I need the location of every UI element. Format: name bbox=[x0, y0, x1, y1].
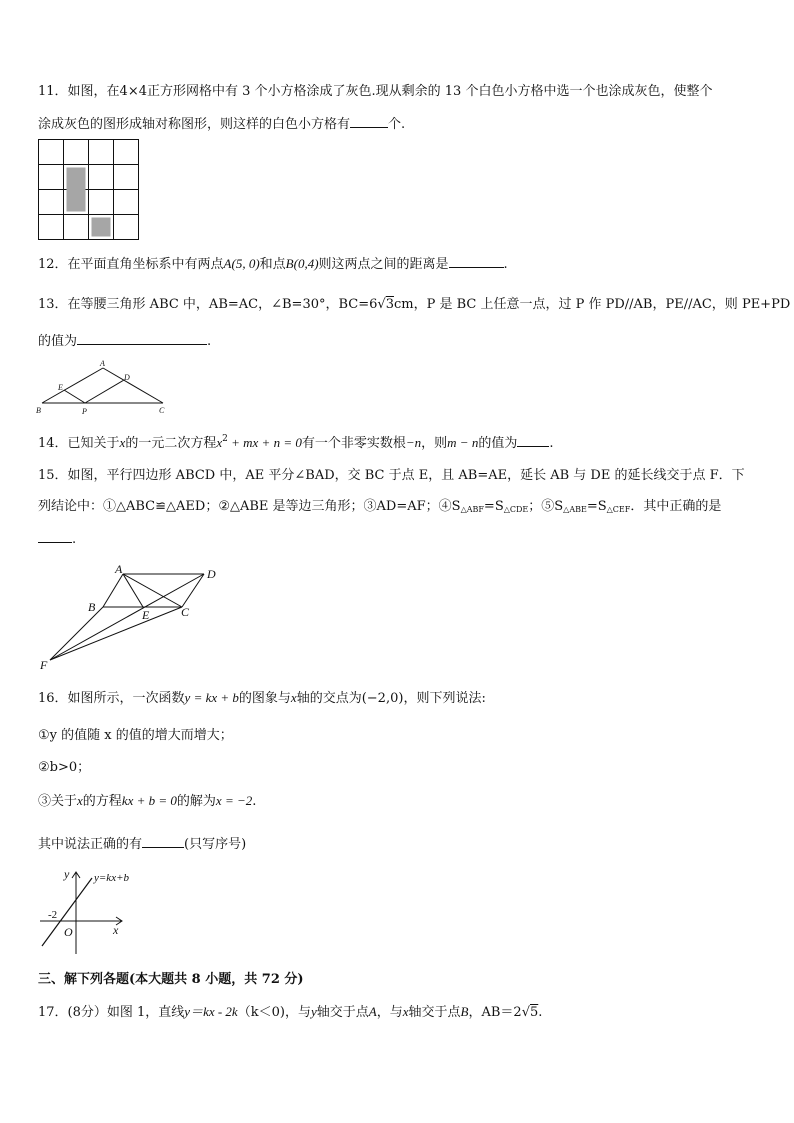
q16-s3-x: x bbox=[77, 793, 83, 808]
q16-graph-figure bbox=[36, 866, 186, 958]
q15-line2 bbox=[38, 498, 721, 519]
q16-text-c: 轴的交点为 bbox=[296, 691, 362, 706]
grid-cell bbox=[114, 190, 139, 215]
grid-cell bbox=[114, 165, 139, 190]
q17-text-c: 轴交于点 bbox=[316, 1005, 369, 1020]
q13-answer-blank bbox=[77, 332, 207, 345]
q15-text-2: 列结论中：①△ABC≌△AED；②△ABE 是等边三角形；③AD=AF；④S bbox=[38, 499, 461, 514]
q16-statement-3 bbox=[38, 792, 256, 811]
q14-var-x: x bbox=[119, 435, 126, 450]
q17-var-y: y bbox=[310, 1004, 317, 1019]
q13-text-1b: cm，P 是 BC 上任意一点，过 P 作 PD//AB，PE//AC，则 PE+PD bbox=[393, 297, 791, 312]
q17-text-e: 轴交于点 bbox=[408, 1005, 461, 1020]
q16-function-label: y=kx+b bbox=[94, 872, 129, 884]
q16-answer-line bbox=[38, 835, 246, 854]
q15-segment-cf bbox=[50, 607, 182, 660]
q15-segment-ab bbox=[103, 574, 123, 607]
q12-text-a: 12．在平面直角坐标系中有两点 bbox=[38, 257, 224, 272]
q16-s3-c: 的解为 bbox=[176, 794, 216, 809]
q16-label-origin: O bbox=[64, 925, 73, 939]
q17-text-b: （k＜0)，与 bbox=[237, 1005, 311, 1020]
q16-var-x: x bbox=[290, 690, 297, 705]
q12-text-b: 和点 bbox=[259, 257, 286, 272]
q13-text-2: 的值为 bbox=[38, 334, 78, 349]
q13-segment-pe bbox=[64, 390, 85, 403]
q17-sqrt-value: 5 bbox=[529, 1005, 539, 1020]
q15-segment-dc bbox=[182, 574, 204, 607]
grid-cell bbox=[39, 190, 64, 215]
q15-sub-1: △ABF bbox=[460, 505, 484, 514]
q17-var-x: x bbox=[402, 1004, 409, 1019]
q16-s3-sol: x = −2 bbox=[215, 793, 253, 808]
q15-segment-ae bbox=[123, 574, 143, 607]
q15-sub-4: △CEF bbox=[606, 505, 631, 514]
q12-text-c: 则这两点之间的距离是 bbox=[318, 257, 449, 272]
q16-text-a: 16．如图所示，一次函数 bbox=[38, 691, 185, 706]
q16-label-x: x bbox=[113, 923, 119, 937]
q15-sub-2: △CDE bbox=[503, 505, 529, 514]
q17-text-a: 17．(8分）如图 1，直线 bbox=[38, 1005, 185, 1020]
q16-statement-1: ①y 的值随 x 的值的增大而增大； bbox=[38, 728, 233, 743]
grid-cell-gray bbox=[92, 218, 111, 237]
q16-ans-a: 其中说法正确的有 bbox=[38, 837, 143, 852]
q14-text-c: 有一个非零实数根 bbox=[301, 436, 406, 451]
q15-answer-blank bbox=[38, 530, 72, 543]
q15-eq-2: =S bbox=[586, 499, 607, 514]
q15-text-3: . bbox=[72, 532, 77, 547]
q14-answer-blank bbox=[517, 434, 549, 447]
grid-cell-gray-merged bbox=[67, 168, 86, 212]
grid-cell bbox=[64, 140, 89, 165]
q17-line-eq: y＝kx - 2k bbox=[184, 1004, 238, 1019]
q15-sub-3: △ABE bbox=[563, 505, 587, 514]
q11-answer-blank bbox=[350, 115, 388, 128]
grid-cell bbox=[64, 215, 89, 240]
q11-grid-figure bbox=[38, 139, 139, 240]
q13-triangle-figure bbox=[34, 358, 174, 418]
q15-label-d: D bbox=[207, 567, 216, 581]
q15-line3 bbox=[38, 530, 76, 549]
grid-cell bbox=[39, 215, 64, 240]
q13-line2 bbox=[38, 332, 211, 351]
q16-s3-eq: kx + b = 0 bbox=[121, 793, 177, 808]
q13-sqrt-value: 3 bbox=[385, 297, 394, 312]
grid-cell bbox=[89, 140, 114, 165]
q17-line bbox=[38, 1003, 542, 1022]
q17-text-g: . bbox=[538, 1005, 543, 1020]
grid-cells bbox=[39, 140, 139, 240]
q13-text-2-end: . bbox=[207, 334, 212, 349]
section-3-title: 三、解下列各题(本大题共 8 小题，共 72 分) bbox=[38, 972, 304, 987]
q16-label-neg2: -2 bbox=[48, 909, 58, 921]
q14-root: −n bbox=[405, 435, 422, 450]
q16-ans-b: (只写序号) bbox=[184, 837, 247, 852]
q14-text-b: 的一元二次方程 bbox=[125, 436, 217, 451]
q13-sqrt-symbol: √ bbox=[377, 297, 386, 312]
grid-cell bbox=[114, 215, 139, 240]
q11-line1: 11．如图，在4×4正方形网格中有 3 个小方格涂成了灰色.现从剩余的 13 个白色小方格中选一个也涂成灰色，使整个 bbox=[38, 84, 713, 99]
q15-end: ．其中正确的是 bbox=[630, 499, 722, 514]
q16-answer-blank bbox=[142, 835, 184, 848]
q12-line bbox=[38, 255, 508, 274]
q11-line2 bbox=[38, 115, 405, 134]
q13-label-p: P bbox=[82, 407, 87, 416]
q11-line2-text: 涂成灰色的图形成轴对称图形，则这样的白色小方格有 bbox=[38, 117, 351, 132]
q13-label-d: D bbox=[124, 373, 130, 382]
q15-segment-ac bbox=[123, 574, 182, 607]
q15-segment-bf bbox=[50, 607, 103, 660]
q17-text-f: ，AB＝2 bbox=[468, 1005, 522, 1020]
q17-sqrt-symbol: √ bbox=[521, 1005, 530, 1020]
q13-label-b: B bbox=[36, 406, 41, 415]
q13-line1 bbox=[38, 296, 790, 314]
q16-statement-2: ②b>0； bbox=[38, 760, 91, 775]
q13-label-c: C bbox=[159, 406, 165, 415]
q16-line1 bbox=[38, 689, 486, 708]
q15-label-b: B bbox=[88, 600, 96, 614]
q12-answer-blank bbox=[449, 255, 504, 268]
q15-mid: ；⑤S bbox=[528, 499, 564, 514]
q12-text-d: . bbox=[503, 257, 508, 272]
q14-text-e: 的值为 bbox=[478, 436, 518, 451]
q15-label-c: C bbox=[181, 605, 190, 619]
q17-point-a: A bbox=[368, 1004, 377, 1019]
q12-point-a: A(5, 0) bbox=[223, 256, 260, 271]
q13-label-a: A bbox=[100, 359, 105, 368]
q16-point: (−2,0) bbox=[361, 691, 404, 706]
q16-s3-d: . bbox=[252, 794, 257, 809]
grid-cell bbox=[89, 165, 114, 190]
q13-text-1: 13．在等腰三角形 ABC 中，AB=AC，∠B=30°，BC=6 bbox=[38, 297, 378, 312]
q16-text-d: ，则下列说法: bbox=[403, 691, 486, 706]
q15-label-e: E bbox=[142, 608, 150, 622]
q16-label-y: y bbox=[64, 867, 70, 881]
q13-segment-pd bbox=[85, 380, 124, 403]
q15-line1: 15．如图，平行四边形 ABCD 中，AE 平分∠BAD，交 BC 于点 E，且 AB=AE，延长 AB 与 DE 的延长线交于点 F．下 bbox=[38, 468, 745, 483]
q17-point-b: B bbox=[460, 1004, 469, 1019]
q16-s3-b: 的方程 bbox=[82, 794, 122, 809]
q12-point-b: B(0,4) bbox=[285, 256, 319, 271]
q11-line2-end: 个. bbox=[388, 117, 406, 132]
grid-cell bbox=[114, 140, 139, 165]
q14-expr: m − n bbox=[447, 435, 479, 450]
q14-text-a: 14．已知关于 bbox=[38, 436, 120, 451]
q13-label-e: E bbox=[58, 383, 63, 392]
q14-eq-sup: 2 bbox=[222, 434, 228, 444]
q15-label-f: F bbox=[40, 658, 48, 672]
q15-parallelogram-figure bbox=[36, 562, 226, 672]
q16-text-b: 的图象与 bbox=[238, 691, 291, 706]
grid-cell bbox=[39, 165, 64, 190]
q16-s3-a: ③关于 bbox=[38, 794, 78, 809]
q15-label-a: A bbox=[115, 562, 123, 576]
q17-text-d: ，与 bbox=[376, 1005, 403, 1020]
q14-eq-rest: + mx + n = 0 bbox=[227, 435, 302, 450]
q14-text-d: ，则 bbox=[421, 436, 448, 451]
q15-eq-1: =S bbox=[483, 499, 504, 514]
q14-text-f: . bbox=[549, 436, 554, 451]
q14-eq-x: x bbox=[216, 435, 223, 450]
grid-cell bbox=[89, 190, 114, 215]
q14-line bbox=[38, 430, 553, 453]
grid-cell bbox=[39, 140, 64, 165]
q13-segment-ac bbox=[103, 368, 163, 403]
q16-func: y = kx + b bbox=[184, 690, 239, 705]
